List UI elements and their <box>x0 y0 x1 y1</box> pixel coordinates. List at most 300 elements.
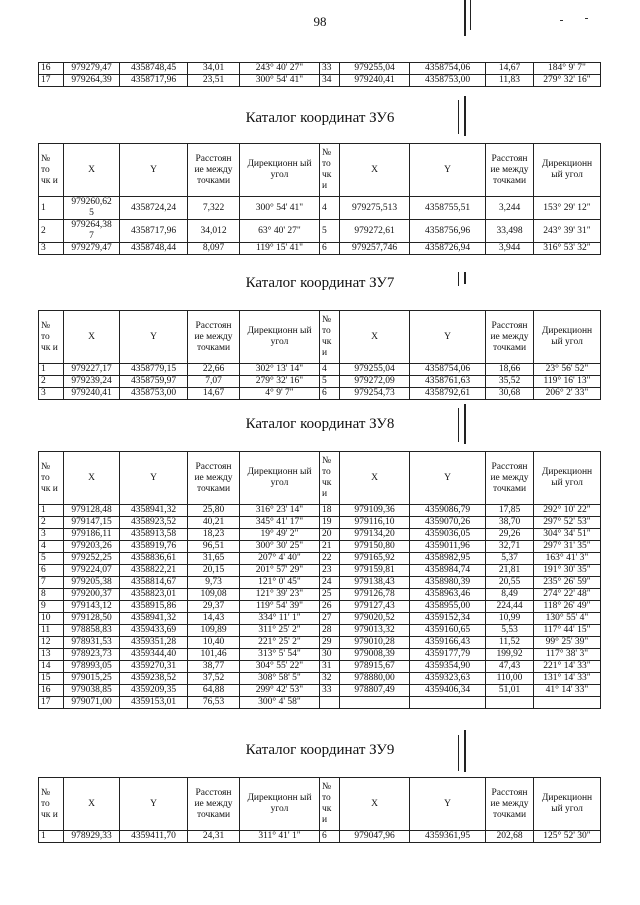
distance-cell: 9,73 <box>188 577 240 589</box>
y-coord-cell: 4358761,63 <box>410 376 486 388</box>
point-number-cell: 24 <box>320 577 340 589</box>
x-coord-cell: 979165,92 <box>340 553 410 565</box>
scan-margin-line <box>470 0 471 30</box>
y-coord-cell: 4358792,61 <box>410 388 486 400</box>
distance-cell: 7,322 <box>188 197 240 220</box>
x-coord-cell: 979008,39 <box>340 649 410 661</box>
point-number-cell: 1 <box>39 364 64 376</box>
catalog-table-zu9 <box>38 777 601 843</box>
direction-angle-cell: 300° 54' 41" <box>240 197 320 220</box>
direction-angle-cell: 302° 13' 14" <box>240 364 320 376</box>
point-number-cell: 22 <box>320 553 340 565</box>
header-row <box>39 778 601 831</box>
col-header-x: X <box>64 452 120 505</box>
distance-cell: 7,07 <box>188 376 240 388</box>
point-number-cell: 27 <box>320 613 340 625</box>
y-coord-cell: 4359411,70 <box>120 831 188 843</box>
y-coord-cell: 4358779,15 <box>120 364 188 376</box>
x-coord-cell: 979200,37 <box>64 589 120 601</box>
table-row <box>39 613 601 625</box>
table-row <box>39 243 601 255</box>
y-coord-cell: 4359361,95 <box>410 831 486 843</box>
distance-cell: 20,15 <box>188 565 240 577</box>
distance-cell: 38,70 <box>486 517 534 529</box>
x-coord-cell: 978923,73 <box>64 649 120 661</box>
col-header-number: № то чк и <box>320 311 340 364</box>
point-number-cell: 32 <box>320 673 340 685</box>
col-header-angle: Дирекционн ый угол <box>534 452 601 505</box>
header-row <box>39 452 601 505</box>
y-coord-cell: 4359070,26 <box>410 517 486 529</box>
col-header-number: № то чк и <box>39 452 64 505</box>
distance-cell: 96,51 <box>188 541 240 553</box>
table-row <box>39 505 601 517</box>
distance-cell: 110,00 <box>486 673 534 685</box>
x-coord-cell: 979252,25 <box>64 553 120 565</box>
point-number-cell: 16 <box>39 685 64 697</box>
table-row <box>39 661 601 673</box>
point-number-cell: 9 <box>39 601 64 613</box>
col-header-angle: Дирекционн ый угол <box>240 311 320 364</box>
point-number-cell: 4 <box>320 197 340 220</box>
scan-speck <box>560 20 563 21</box>
col-header-y: Y <box>410 311 486 364</box>
x-coord-cell: 979150,80 <box>340 541 410 553</box>
distance-cell: 34,012 <box>188 220 240 243</box>
col-header-y: Y <box>410 778 486 831</box>
distance-cell: 23,51 <box>188 75 240 87</box>
x-coord-cell: 979147,15 <box>64 517 120 529</box>
point-number-cell: 6 <box>320 388 340 400</box>
point-number-cell: 5 <box>320 376 340 388</box>
table-row <box>39 553 601 565</box>
x-coord-cell: 979279,47 <box>64 63 120 75</box>
catalog-title: Каталог координат ЗУ8 <box>245 416 395 432</box>
table-row <box>39 364 601 376</box>
scan-speck <box>585 18 588 19</box>
direction-angle-cell: 313° 5' 54" <box>240 649 320 661</box>
x-coord-cell <box>340 697 410 709</box>
point-number-cell: 6 <box>320 831 340 843</box>
direction-angle-cell: 300° 54' 41" <box>240 75 320 87</box>
col-header-y: Y <box>120 311 188 364</box>
col-header-number: № то чк и <box>320 778 340 831</box>
direction-angle-cell: 119° 54' 39" <box>240 601 320 613</box>
x-coord-cell: 979126,78 <box>340 589 410 601</box>
x-coord-cell: 979186,11 <box>64 529 120 541</box>
point-number-cell: 23 <box>320 565 340 577</box>
direction-angle-cell: 274° 22' 48" <box>534 589 601 601</box>
y-coord-cell: 4359323,63 <box>410 673 486 685</box>
x-coord-cell: 979128,48 <box>64 505 120 517</box>
direction-angle-cell: 118° 26' 49" <box>534 601 601 613</box>
y-coord-cell: 4359433,69 <box>120 625 188 637</box>
y-coord-cell: 4359166,43 <box>410 637 486 649</box>
x-coord-cell: 979205,38 <box>64 577 120 589</box>
direction-angle-cell: 334° 11' 1" <box>240 613 320 625</box>
distance-cell: 18,23 <box>188 529 240 541</box>
point-number-cell: 1 <box>39 831 64 843</box>
x-coord-cell: 978931,53 <box>64 637 120 649</box>
distance-cell: 14,67 <box>486 63 534 75</box>
y-coord-cell: 4358984,74 <box>410 565 486 577</box>
x-coord-cell: 979279,47 <box>64 243 120 255</box>
table-row <box>39 565 601 577</box>
distance-cell: 11,52 <box>486 637 534 649</box>
col-header-y: Y <box>120 144 188 197</box>
point-number-cell: 25 <box>320 589 340 601</box>
direction-angle-cell: 311° 25' 2" <box>240 625 320 637</box>
y-coord-cell: 4358941,32 <box>120 613 188 625</box>
point-number-cell: 10 <box>39 613 64 625</box>
distance-cell: 11,83 <box>486 75 534 87</box>
distance-cell: 14,43 <box>188 613 240 625</box>
col-header-y: Y <box>410 452 486 505</box>
col-header-angle: Дирекционн ый угол <box>240 778 320 831</box>
distance-cell: 3,944 <box>486 243 534 255</box>
point-number-cell: 16 <box>39 63 64 75</box>
x-coord-cell: 979275,513 <box>340 197 410 220</box>
y-coord-cell: 4359238,52 <box>120 673 188 685</box>
distance-cell: 40,21 <box>188 517 240 529</box>
point-number-cell: 13 <box>39 649 64 661</box>
direction-angle-cell: 304° 34' 51" <box>534 529 601 541</box>
direction-angle-cell: 117° 38' 3" <box>534 649 601 661</box>
direction-angle-cell: 117° 44' 15" <box>534 625 601 637</box>
y-coord-cell: 4358754,06 <box>410 364 486 376</box>
table-row <box>39 577 601 589</box>
y-coord-cell: 4358756,96 <box>410 220 486 243</box>
y-coord-cell: 4358919,76 <box>120 541 188 553</box>
distance-cell: 17,85 <box>486 505 534 517</box>
distance-cell: 35,52 <box>486 376 534 388</box>
point-number-cell: 17 <box>39 75 64 87</box>
point-number-cell: 4 <box>320 364 340 376</box>
table-row <box>39 388 601 400</box>
direction-angle-cell: 191° 30' 35" <box>534 565 601 577</box>
y-coord-cell: 4359036,05 <box>410 529 486 541</box>
y-coord-cell: 4358980,39 <box>410 577 486 589</box>
col-header-number: № то чк и <box>39 311 64 364</box>
y-coord-cell: 4358814,67 <box>120 577 188 589</box>
table-row <box>39 637 601 649</box>
direction-angle-cell: 121° 39' 23" <box>240 589 320 601</box>
distance-cell <box>486 697 534 709</box>
table-row <box>39 601 601 613</box>
y-coord-cell: 4359209,35 <box>120 685 188 697</box>
point-number-cell: 31 <box>320 661 340 673</box>
y-coord-cell: 4359177,79 <box>410 649 486 661</box>
distance-cell: 8,49 <box>486 589 534 601</box>
y-coord-cell: 4358955,00 <box>410 601 486 613</box>
distance-cell: 25,80 <box>188 505 240 517</box>
col-header-distance: Расстоян ие между точками <box>486 452 534 505</box>
distance-cell: 20,55 <box>486 577 534 589</box>
point-number-cell: 2 <box>39 220 64 243</box>
direction-angle-cell <box>534 697 601 709</box>
y-coord-cell: 4358753,00 <box>120 388 188 400</box>
y-coord-cell: 4358913,58 <box>120 529 188 541</box>
col-header-x: X <box>340 311 410 364</box>
direction-angle-cell: 345° 41' 17" <box>240 517 320 529</box>
x-coord-cell: 979071,00 <box>64 697 120 709</box>
point-number-cell: 2 <box>39 517 64 529</box>
distance-cell: 76,53 <box>188 697 240 709</box>
distance-cell: 47,43 <box>486 661 534 673</box>
x-coord-cell: 978858,83 <box>64 625 120 637</box>
table-row <box>39 376 601 388</box>
distance-cell: 202,68 <box>486 831 534 843</box>
distance-cell: 14,67 <box>188 388 240 400</box>
point-number-cell: 7 <box>39 577 64 589</box>
x-coord-cell: 979116,10 <box>340 517 410 529</box>
col-header-x: X <box>340 452 410 505</box>
direction-angle-cell: 235° 26' 59" <box>534 577 601 589</box>
y-coord-cell: 4359153,01 <box>120 697 188 709</box>
x-coord-cell: 979272,09 <box>340 376 410 388</box>
y-coord-cell: 4358717,96 <box>120 75 188 87</box>
point-number-cell: 6 <box>39 565 64 577</box>
direction-angle-cell: 297° 52' 53" <box>534 517 601 529</box>
distance-cell: 5,37 <box>486 553 534 565</box>
point-number-cell: 5 <box>320 220 340 243</box>
direction-angle-cell: 99° 25' 39" <box>534 637 601 649</box>
point-number-cell: 20 <box>320 529 340 541</box>
y-coord-cell: 4358822,21 <box>120 565 188 577</box>
direction-angle-cell: 311° 41' 1" <box>240 831 320 843</box>
col-header-x: X <box>64 778 120 831</box>
catalog-title: Каталог координат ЗУ9 <box>245 742 395 758</box>
y-coord-cell: 4359160,65 <box>410 625 486 637</box>
point-number-cell: 12 <box>39 637 64 649</box>
col-header-x: X <box>64 311 120 364</box>
point-number-cell: 17 <box>39 697 64 709</box>
direction-angle-cell: 308° 58' 5" <box>240 673 320 685</box>
direction-angle-cell: 206° 2' 33" <box>534 388 601 400</box>
x-coord-cell: 979240,41 <box>340 75 410 87</box>
header-row <box>39 144 601 197</box>
col-header-y: Y <box>410 144 486 197</box>
catalog-table-zu7 <box>38 310 601 400</box>
catalog-title: Каталог координат ЗУ7 <box>245 275 395 291</box>
direction-angle-cell: 243° 40' 27" <box>240 63 320 75</box>
x-coord-cell: 978993,05 <box>64 661 120 673</box>
y-coord-cell: 4358717,96 <box>120 220 188 243</box>
direction-angle-cell: 304° 55' 22" <box>240 661 320 673</box>
col-header-angle: Дирекционн ый угол <box>534 311 601 364</box>
y-coord-cell: 4359270,31 <box>120 661 188 673</box>
distance-cell: 30,68 <box>486 388 534 400</box>
x-coord-cell: 979257,746 <box>340 243 410 255</box>
point-number-cell: 15 <box>39 673 64 685</box>
direction-angle-cell: 221° 25' 2" <box>240 637 320 649</box>
point-number-cell: 1 <box>39 197 64 220</box>
table-row <box>39 517 601 529</box>
y-coord-cell: 4359354,90 <box>410 661 486 673</box>
direction-angle-cell: 299° 42' 53" <box>240 685 320 697</box>
direction-angle-cell: 279° 32' 16" <box>534 75 601 87</box>
direction-angle-cell: 119° 15' 41" <box>240 243 320 255</box>
table-row <box>39 649 601 661</box>
x-coord-cell: 979128,50 <box>64 613 120 625</box>
y-coord-cell <box>410 697 486 709</box>
distance-cell: 109,08 <box>188 589 240 601</box>
header-row <box>39 311 601 364</box>
x-coord-cell: 979047,96 <box>340 831 410 843</box>
distance-cell: 38,77 <box>188 661 240 673</box>
distance-cell: 29,37 <box>188 601 240 613</box>
distance-cell: 224,44 <box>486 601 534 613</box>
x-coord-cell: 978915,67 <box>340 661 410 673</box>
y-coord-cell: 4358941,32 <box>120 505 188 517</box>
catalog-table-zu6 <box>38 143 601 255</box>
scan-margin-line <box>464 0 466 36</box>
page-number: 98 <box>313 14 327 29</box>
direction-angle-cell: 243° 39' 31" <box>534 220 601 243</box>
col-header-number: № то чк и <box>39 144 64 197</box>
direction-angle-cell: 4° 9' 7" <box>240 388 320 400</box>
table-row <box>39 63 601 75</box>
x-coord-cell: 979020,52 <box>340 613 410 625</box>
table-row <box>39 529 601 541</box>
x-coord-cell: 979264,38 7 <box>64 220 120 243</box>
catalog-table-zu8 <box>38 451 601 709</box>
col-header-number: № то чк и <box>320 144 340 197</box>
y-coord-cell: 4358753,00 <box>410 75 486 87</box>
col-header-distance: Расстоян ие между точками <box>188 311 240 364</box>
point-number-cell: 6 <box>320 243 340 255</box>
point-number-cell: 1 <box>39 505 64 517</box>
col-header-distance: Расстоян ие между точками <box>486 778 534 831</box>
point-number-cell: 3 <box>39 388 64 400</box>
col-header-distance: Расстоян ие между точками <box>486 144 534 197</box>
direction-angle-cell: 23° 56' 52" <box>534 364 601 376</box>
x-coord-cell: 979015,25 <box>64 673 120 685</box>
col-header-y: Y <box>120 452 188 505</box>
distance-cell: 18,66 <box>486 364 534 376</box>
distance-cell: 37,52 <box>188 673 240 685</box>
distance-cell: 199,92 <box>486 649 534 661</box>
distance-cell: 31,65 <box>188 553 240 565</box>
x-coord-cell: 979260,62 5 <box>64 197 120 220</box>
y-coord-cell: 4358915,86 <box>120 601 188 613</box>
direction-angle-cell: 19° 49' 2" <box>240 529 320 541</box>
table-row <box>39 625 601 637</box>
x-coord-cell: 978880,00 <box>340 673 410 685</box>
point-number-cell: 3 <box>39 529 64 541</box>
direction-angle-cell: 41° 14' 33" <box>534 685 601 697</box>
x-coord-cell: 979138,43 <box>340 577 410 589</box>
col-header-distance: Расстоян ие между точками <box>486 311 534 364</box>
col-header-distance: Расстоян ие между точками <box>188 778 240 831</box>
direction-angle-cell: 292° 10' 22" <box>534 505 601 517</box>
point-number-cell: 8 <box>39 589 64 601</box>
direction-angle-cell: 300° 4' 58" <box>240 697 320 709</box>
y-coord-cell: 4359406,34 <box>410 685 486 697</box>
point-number-cell: 21 <box>320 541 340 553</box>
col-header-angle: Дирекционн ый угол <box>240 452 320 505</box>
point-number-cell: 14 <box>39 661 64 673</box>
x-coord-cell: 979272,61 <box>340 220 410 243</box>
col-header-angle: Дирекционн ый угол <box>240 144 320 197</box>
distance-cell: 109,89 <box>188 625 240 637</box>
x-coord-cell: 979264,39 <box>64 75 120 87</box>
direction-angle-cell: 221° 14' 33" <box>534 661 601 673</box>
direction-angle-cell: 297° 31' 35" <box>534 541 601 553</box>
point-number-cell: 33 <box>320 685 340 697</box>
distance-cell: 33,498 <box>486 220 534 243</box>
distance-cell: 10,40 <box>188 637 240 649</box>
direction-angle-cell: 153° 29' 12" <box>534 197 601 220</box>
y-coord-cell: 4358724,24 <box>120 197 188 220</box>
x-coord-cell: 979203,26 <box>64 541 120 553</box>
col-header-x: X <box>64 144 120 197</box>
point-number-cell: 18 <box>320 505 340 517</box>
table-row <box>39 697 601 709</box>
point-number-cell: 3 <box>39 243 64 255</box>
y-coord-cell: 4358748,44 <box>120 243 188 255</box>
point-number-cell: 29 <box>320 637 340 649</box>
col-header-distance: Расстоян ие между точками <box>188 144 240 197</box>
direction-angle-cell: 316° 53' 32" <box>534 243 601 255</box>
table-row <box>39 685 601 697</box>
point-number-cell: 33 <box>320 63 340 75</box>
y-coord-cell: 4358759,97 <box>120 376 188 388</box>
direction-angle-cell: 201° 57' 29" <box>240 565 320 577</box>
direction-angle-cell: 130° 55' 4" <box>534 613 601 625</box>
x-coord-cell: 979010,28 <box>340 637 410 649</box>
point-number-cell: 2 <box>39 376 64 388</box>
x-coord-cell: 979134,20 <box>340 529 410 541</box>
direction-angle-cell: 63° 40' 27" <box>240 220 320 243</box>
direction-angle-cell: 119° 16' 13" <box>534 376 601 388</box>
y-coord-cell: 4358726,94 <box>410 243 486 255</box>
point-number-cell <box>320 697 340 709</box>
distance-cell: 21,81 <box>486 565 534 577</box>
col-header-number: № то чк и <box>320 452 340 505</box>
direction-angle-cell: 279° 32' 16" <box>240 376 320 388</box>
x-coord-cell: 979159,81 <box>340 565 410 577</box>
point-number-cell: 11 <box>39 625 64 637</box>
table-row <box>39 75 601 87</box>
direction-angle-cell: 163° 41' 3" <box>534 553 601 565</box>
y-coord-cell: 4358836,61 <box>120 553 188 565</box>
col-header-angle: Дирекционн ый угол <box>534 144 601 197</box>
y-coord-cell: 4359011,96 <box>410 541 486 553</box>
distance-cell: 8,097 <box>188 243 240 255</box>
distance-cell: 24,31 <box>188 831 240 843</box>
table-row <box>39 220 601 243</box>
distance-cell: 32,71 <box>486 541 534 553</box>
y-coord-cell: 4358982,95 <box>410 553 486 565</box>
direction-angle-cell: 184° 9' 7" <box>534 63 601 75</box>
x-coord-cell: 979255,04 <box>340 364 410 376</box>
distance-cell: 5,53 <box>486 625 534 637</box>
x-coord-cell: 979255,04 <box>340 63 410 75</box>
x-coord-cell: 979239,24 <box>64 376 120 388</box>
distance-cell: 22,66 <box>188 364 240 376</box>
y-coord-cell: 4358755,51 <box>410 197 486 220</box>
table-row <box>39 197 601 220</box>
direction-angle-cell: 125° 52' 30" <box>534 831 601 843</box>
distance-cell: 34,01 <box>188 63 240 75</box>
y-coord-cell: 4358754,06 <box>410 63 486 75</box>
point-number-cell: 4 <box>39 541 64 553</box>
distance-cell: 51,01 <box>486 685 534 697</box>
distance-cell: 101,46 <box>188 649 240 661</box>
x-coord-cell: 979227,17 <box>64 364 120 376</box>
x-coord-cell: 979240,41 <box>64 388 120 400</box>
